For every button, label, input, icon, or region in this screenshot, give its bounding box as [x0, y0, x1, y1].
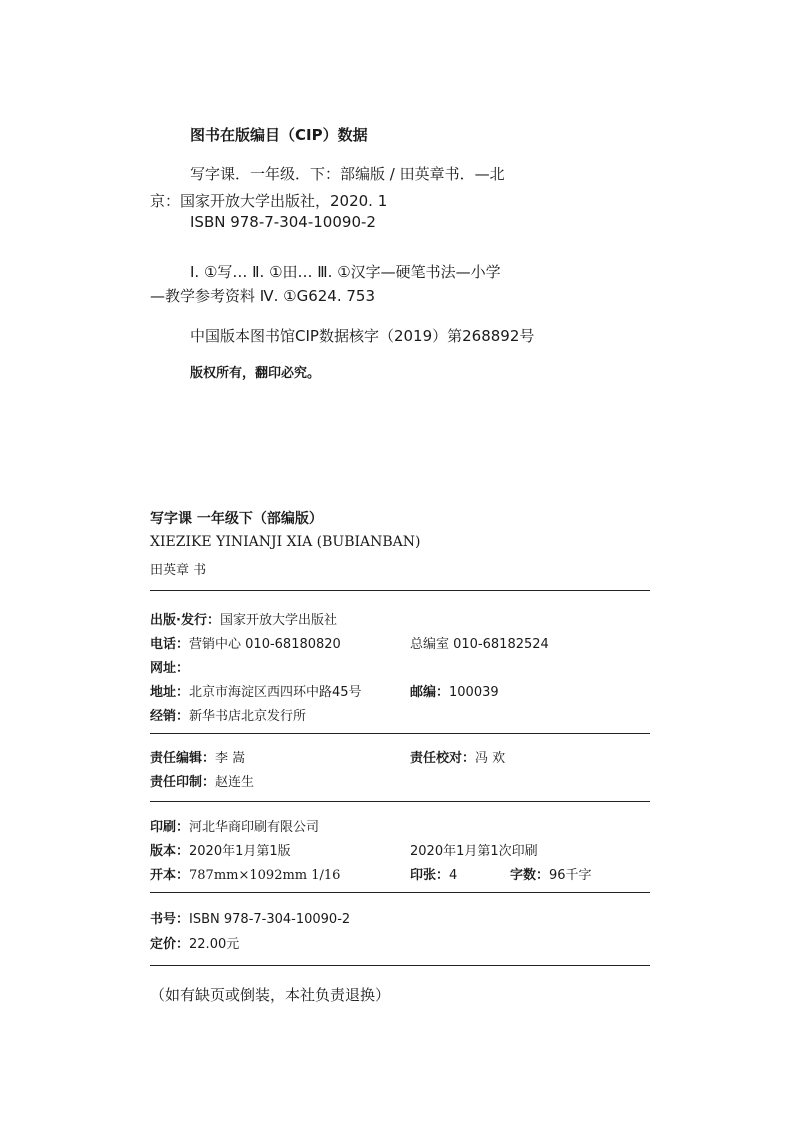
- cip-classification-2: —教学参考资料 Ⅳ. ①G624. 753: [150, 287, 376, 305]
- edition-value: 2020年1月第1版: [189, 844, 291, 859]
- phone-row: [150, 633, 341, 652]
- print-manager-label: 责任印制：: [150, 775, 216, 790]
- rights-notice: 版权所有，翻印必究。: [190, 366, 321, 381]
- website-label: 网址：: [150, 661, 190, 676]
- book-number-value: ISBN 978-7-304-10090-2: [189, 912, 351, 927]
- sheets-label: 印张：: [410, 868, 450, 883]
- editor-value: 李 嵩: [215, 751, 246, 766]
- phone-office: 总编室 010-68182524: [410, 637, 549, 652]
- format-value: 787mm×1092mm 1/16: [189, 868, 341, 883]
- distributor-row: [150, 705, 306, 724]
- divider: [150, 965, 650, 966]
- zip-value: 100039: [449, 685, 499, 700]
- divider: [150, 733, 650, 734]
- address-label: 地址：: [150, 685, 190, 700]
- book-number-label: 书号：: [150, 912, 190, 927]
- distributor-value: 新华书店北京发行所: [189, 709, 307, 724]
- return-notice: （如有缺页或倒装，本社负责退换）: [150, 986, 391, 1004]
- sheets-row: [410, 864, 457, 883]
- zip-label: 邮编：: [410, 685, 450, 700]
- address-row: [150, 681, 362, 700]
- publisher-row: [150, 609, 337, 628]
- print-manager-row: [150, 771, 254, 790]
- divider: [150, 590, 650, 591]
- distributor-label: 经销：: [150, 709, 190, 724]
- proofreader-value: 冯 欢: [475, 751, 506, 766]
- proofreader-label: 责任校对：: [410, 751, 476, 766]
- divider: [150, 892, 650, 893]
- cip-isbn: ISBN 978-7-304-10090-2: [190, 213, 376, 231]
- price-label: 定价：: [150, 937, 190, 952]
- book-author: 田英章 书: [150, 563, 207, 578]
- print-manager-value: 赵连生: [215, 775, 255, 790]
- cip-number: 中国版本图书馆CIP数据核字（2019）第268892号: [190, 327, 535, 345]
- book-title-pinyin: XIEZIKE YINIANJI XIA (BUBIANBAN): [150, 534, 421, 550]
- impression: 2020年1月第1次印刷: [410, 844, 538, 859]
- editor-row: [150, 747, 245, 766]
- publisher-label: 出版·发行：: [150, 613, 220, 628]
- edition-row: [150, 840, 291, 859]
- words-row: [510, 864, 592, 883]
- phone-label: 电话：: [150, 637, 190, 652]
- printer-label: 印刷：: [150, 820, 190, 835]
- cip-classification-1: Ⅰ. ①写… Ⅱ. ①田… Ⅲ. ①汉字—硬笔书法—小学: [190, 263, 501, 281]
- book-title: 写字课 一年级下（部编版）: [150, 511, 323, 527]
- book-number-row: [150, 908, 350, 927]
- cip-line-2: 京：国家开放大学出版社，2020. 1: [150, 192, 388, 210]
- printer-row: [150, 816, 319, 835]
- cip-heading: 图书在版编目（CIP）数据: [190, 126, 368, 144]
- words-value: 96千字: [549, 868, 592, 883]
- zip-row: [410, 681, 499, 700]
- format-row: [150, 864, 340, 883]
- editor-label: 责任编辑：: [150, 751, 216, 766]
- price-value: 22.00元: [189, 937, 240, 952]
- cip-line-1: 写字课．一年级．下：部编版 / 田英章书．—北: [190, 165, 505, 183]
- sheets-value: 4: [449, 868, 458, 883]
- words-label: 字数：: [510, 868, 550, 883]
- price-row: [150, 933, 239, 952]
- address-value: 北京市海淀区西四环中路45号: [189, 685, 362, 700]
- edition-label: 版本：: [150, 844, 190, 859]
- format-label: 开本：: [150, 868, 190, 883]
- printer-value: 河北华商印刷有限公司: [189, 820, 320, 835]
- divider: [150, 801, 650, 802]
- phone-sales: 营销中心 010-68180820: [189, 637, 341, 652]
- publisher-value: 国家开放大学出版社: [219, 613, 337, 628]
- proofreader-row: [410, 747, 505, 766]
